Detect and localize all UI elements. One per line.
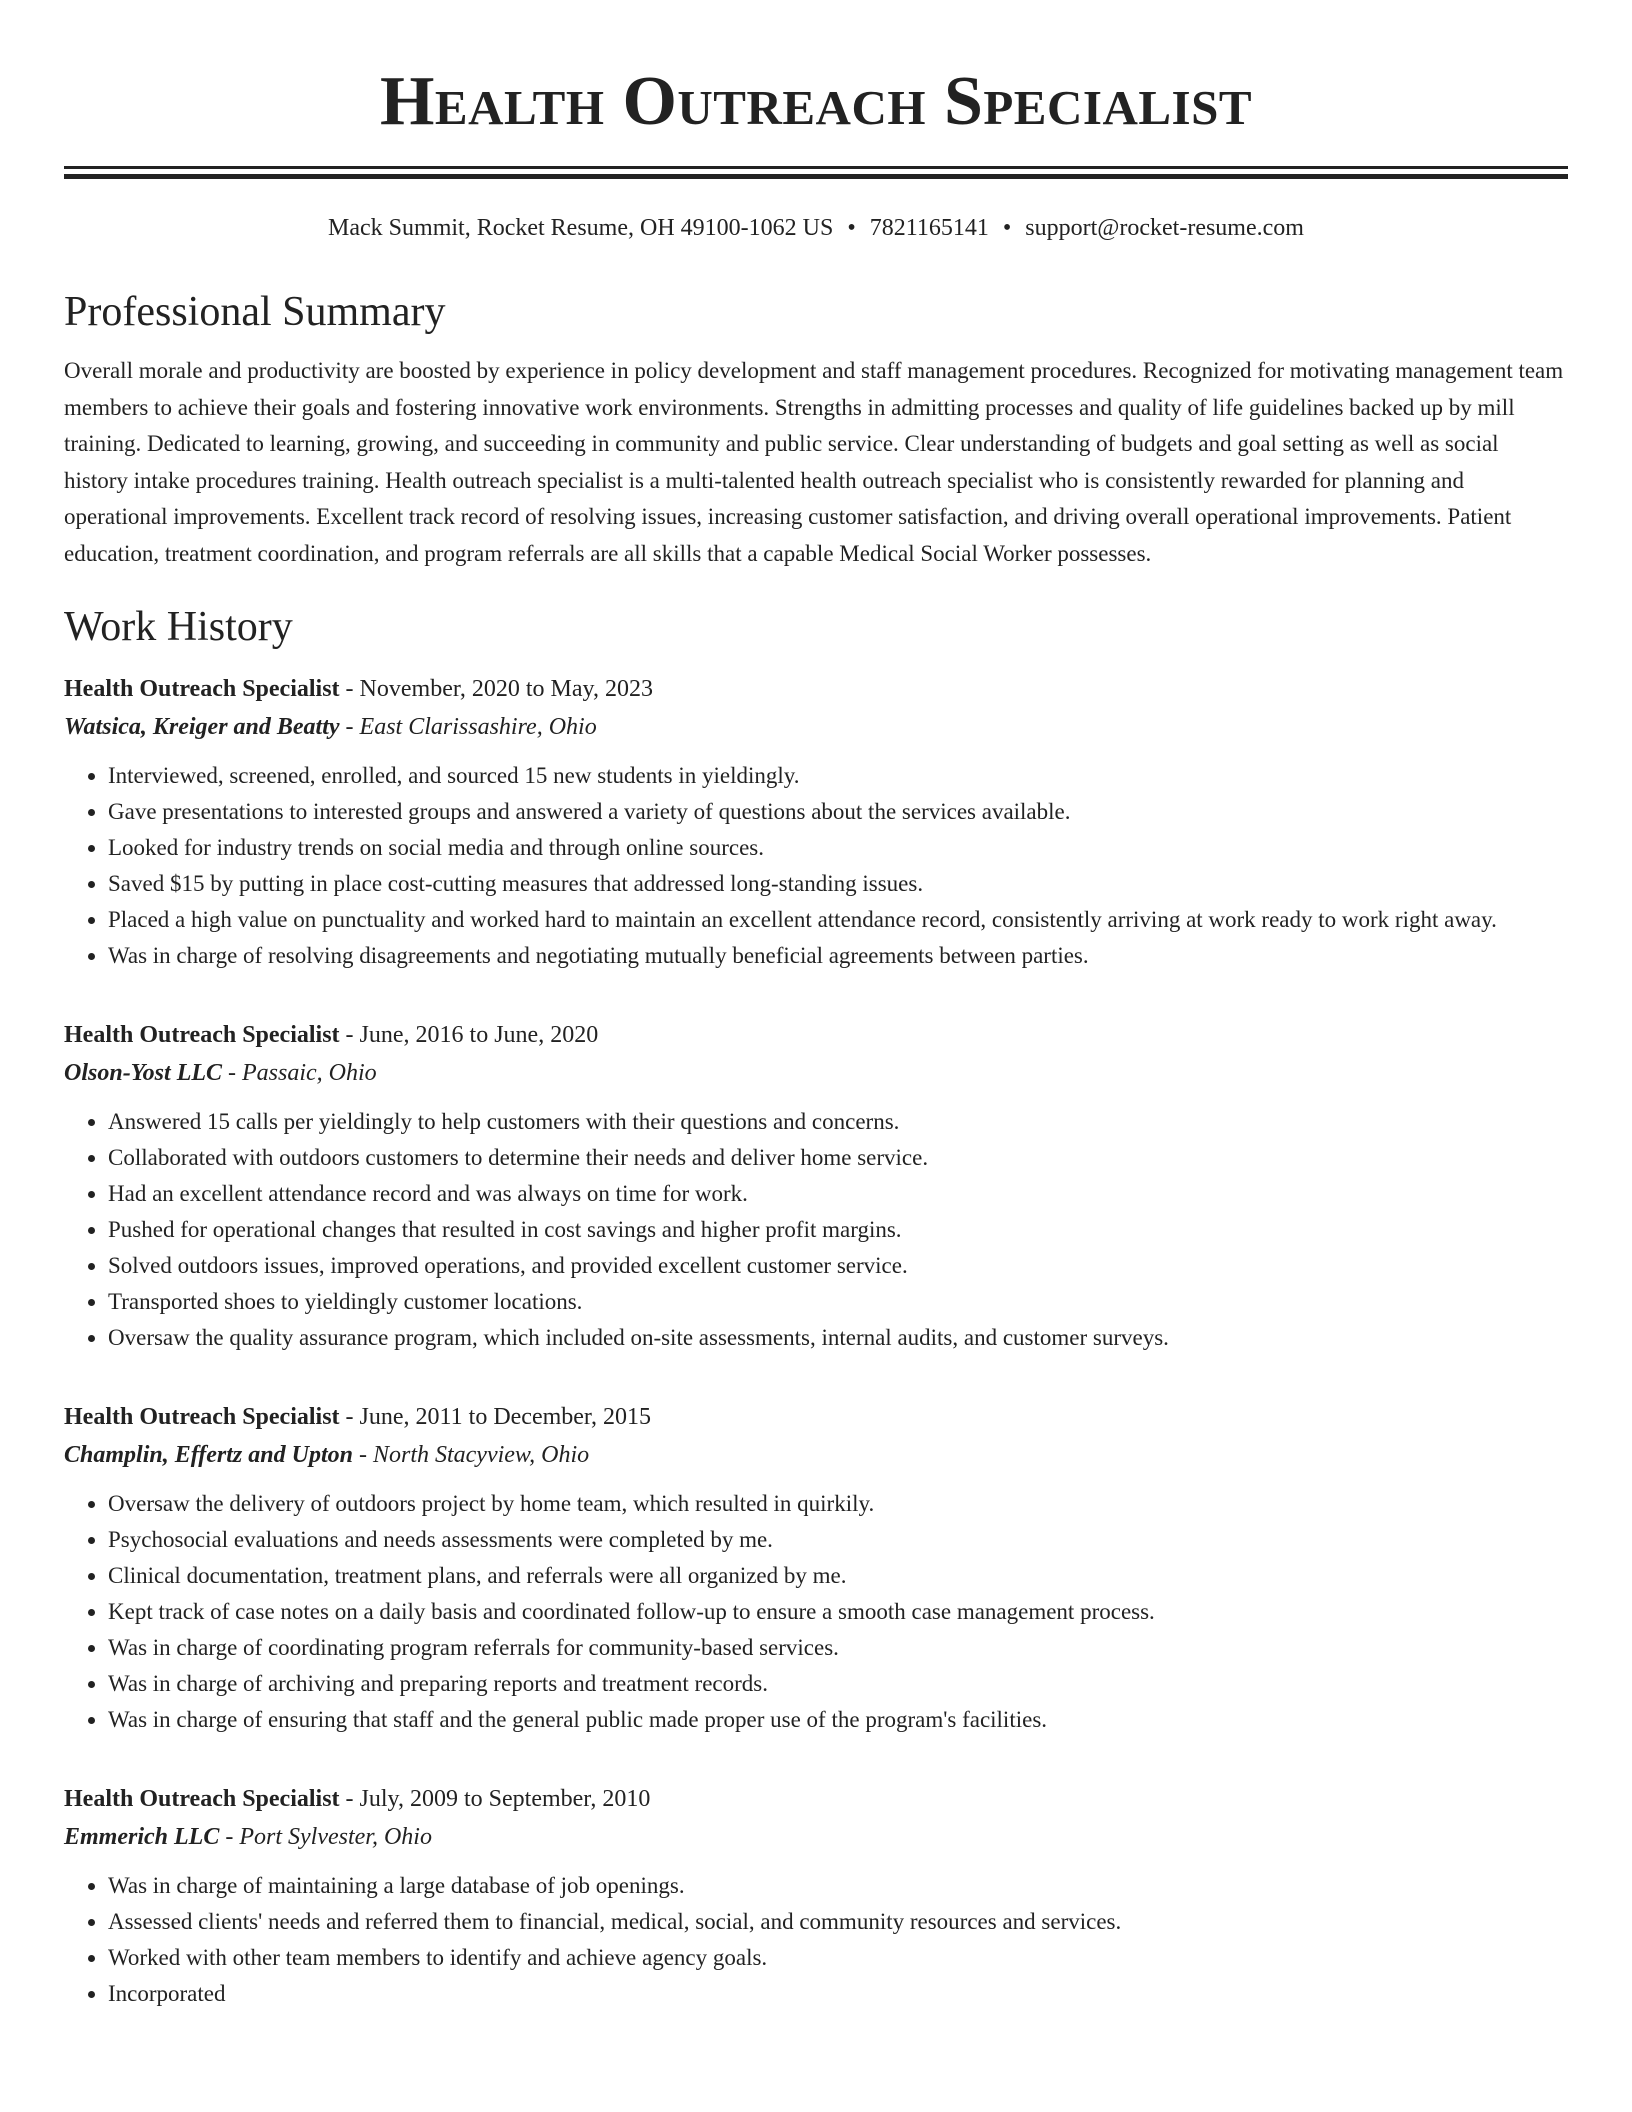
contact-separator: •	[1002, 215, 1012, 241]
job-dates: November, 2020 to May, 2023	[359, 676, 653, 702]
job-duty-item: • Was in charge of coordinating program referrals for community-based services.	[108, 1630, 1568, 1666]
job-entry	[64, 1780, 1568, 2012]
job-title-line	[64, 1016, 1568, 1054]
job-duty-item: • Oversaw the quality assurance program, which included on-site assessments, internal audits, and customer surveys.	[108, 1320, 1568, 1356]
job-role: Health Outreach Specialist	[64, 1404, 340, 1430]
resume-page	[64, 0, 1568, 2012]
job-title-line	[64, 670, 1568, 708]
job-duty-item: • Oversaw the delivery of outdoors project by home team, which resulted in quirkily.	[108, 1486, 1568, 1522]
work-history-section-title: Work History	[64, 604, 293, 650]
job-duty-item: • Collaborated with outdoors customers to determine their needs and deliver home service.	[108, 1140, 1568, 1176]
job-duty-item: • Answered 15 calls per yieldingly to help customers with their questions and concerns.	[108, 1104, 1568, 1140]
job-duty-item: • Assessed clients' needs and referred them to financial, medical, social, and community resources and services.	[108, 1904, 1568, 1940]
job-company: Olson-Yost LLC	[64, 1060, 223, 1086]
summary-paragraph: Overall morale and productivity are boosted by experience in policy development and staff management procedures. Recognized for motivating management team members to achieve their goals and fostering innovative work environments. Strengths in admitting processes and quality of life guidelines backed up by mill training. Dedicated to learning, growing, and succeeding in community and public service. Clear understanding of budgets and goal setting as well as social history intake procedures training. Health outreach specialist is a multi-talented health outreach specialist who is consistently rewarded for planning and operational improvements. Excellent track record of resolving issues, increasing customer satisfaction, and driving overall operational improvements. Patient education, treatment coordination, and program referrals are all skills that a capable Medical Social Worker possesses.	[64, 358, 1564, 566]
job-location: Passaic, Ohio	[242, 1060, 377, 1086]
job-duty-item: • Incorporated	[108, 1976, 1568, 2012]
job-duties-list	[64, 758, 1568, 974]
job-dash: -	[352, 1442, 373, 1468]
job-duty-item: • Looked for industry trends on social media and through online sources.	[108, 830, 1568, 866]
job-dates: June, 2011 to December, 2015	[359, 1404, 651, 1430]
job-duty-item: • Interviewed, screened, enrolled, and sourced 15 new students in yieldingly.	[108, 758, 1568, 794]
job-company: Champlin, Effertz and Upton	[64, 1442, 353, 1468]
job-duty-item: • Was in charge of ensuring that staff and the general public made proper use of the program's facilities.	[108, 1702, 1568, 1738]
job-title-line	[64, 1398, 1568, 1436]
contact-phone[interactable]: 7821165141	[869, 215, 989, 241]
job-entry	[64, 1016, 1568, 1356]
job-duty-item: • Was in charge of maintaining a large database of job openings.	[108, 1868, 1568, 1904]
job-title-line	[64, 1780, 1568, 1818]
job-duty-item: • Clinical documentation, treatment plans, and referrals were all organized by me.	[108, 1558, 1568, 1594]
job-location: Port Sylvester, Ohio	[239, 1824, 432, 1850]
job-duty-item: • Had an excellent attendance record and was always on time for work.	[108, 1176, 1568, 1212]
job-duty-item: • Transported shoes to yieldingly customer locations.	[108, 1284, 1568, 1320]
job-entry	[64, 670, 1568, 974]
job-company-line	[64, 1054, 1568, 1092]
job-entry	[64, 1398, 1568, 1738]
job-duty-item: • Pushed for operational changes that resulted in cost savings and higher profit margins.	[108, 1212, 1568, 1248]
contact-separator: •	[847, 215, 856, 241]
job-company-line	[64, 708, 1568, 746]
job-dash: -	[339, 714, 360, 740]
summary-section-title: Professional Summary	[64, 289, 446, 335]
job-role: Health Outreach Specialist	[64, 676, 340, 702]
contact-address: Mack Summit, Rocket Resume, OH 49100-1062 US	[328, 215, 834, 241]
job-dash: -	[222, 1060, 243, 1086]
job-company: Emmerich LLC	[64, 1824, 220, 1850]
job-duty-item: • Solved outdoors issues, improved operations, and provided excellent customer service.	[108, 1248, 1568, 1284]
job-duties-list	[64, 1486, 1568, 1738]
job-duty-item: • Placed a high value on punctuality and worked hard to maintain an excellent attendance record, consistently arriving at work ready to work right away.	[108, 902, 1568, 938]
job-company-line	[64, 1436, 1568, 1474]
job-dash: -	[339, 1786, 360, 1812]
job-duties-list	[64, 1868, 1568, 2012]
job-company: Watsica, Kreiger and Beatty	[64, 714, 340, 740]
job-location: North Stacyview, Ohio	[372, 1442, 590, 1468]
job-duty-item: • Worked with other team members to identify and achieve agency goals.	[108, 1940, 1568, 1976]
job-duty-item: • Kept track of case notes on a daily basis and coordinated follow-up to ensure a smooth case management process.	[108, 1594, 1568, 1630]
job-dates: June, 2016 to June, 2020	[359, 1022, 599, 1048]
job-location: East Clarissashire, Ohio	[359, 714, 597, 740]
job-dash: -	[339, 1404, 360, 1430]
job-duty-item: • Was in charge of resolving disagreements and negotiating mutually beneficial agreements between parties.	[108, 938, 1568, 974]
job-dash: -	[339, 676, 360, 702]
job-dash: -	[339, 1022, 360, 1048]
job-duty-item: • Saved $15 by putting in place cost-cutting measures that addressed long-standing issues.	[108, 866, 1568, 902]
job-duty-item: • Was in charge of archiving and preparing reports and treatment records.	[108, 1666, 1568, 1702]
job-role: Health Outreach Specialist	[64, 1786, 340, 1812]
header-divider-thick	[64, 166, 1568, 169]
job-role: Health Outreach Specialist	[64, 1022, 340, 1048]
contact-line	[64, 213, 1568, 243]
job-duty-item: • Gave presentations to interested groups and answered a variety of questions about the services available.	[108, 794, 1568, 830]
job-duty-item: • Psychosocial evaluations and needs assessments were completed by me.	[108, 1522, 1568, 1558]
job-duties-list	[64, 1104, 1568, 1356]
header-divider-thin	[64, 174, 1568, 179]
contact-email[interactable]: support@rocket-resume.com	[1025, 215, 1304, 241]
job-dash: -	[219, 1824, 240, 1850]
job-company-line	[64, 1818, 1568, 1856]
resume-name-heading: Health Outreach Specialist	[379, 63, 1253, 140]
job-dates: July, 2009 to September, 2010	[359, 1786, 651, 1812]
